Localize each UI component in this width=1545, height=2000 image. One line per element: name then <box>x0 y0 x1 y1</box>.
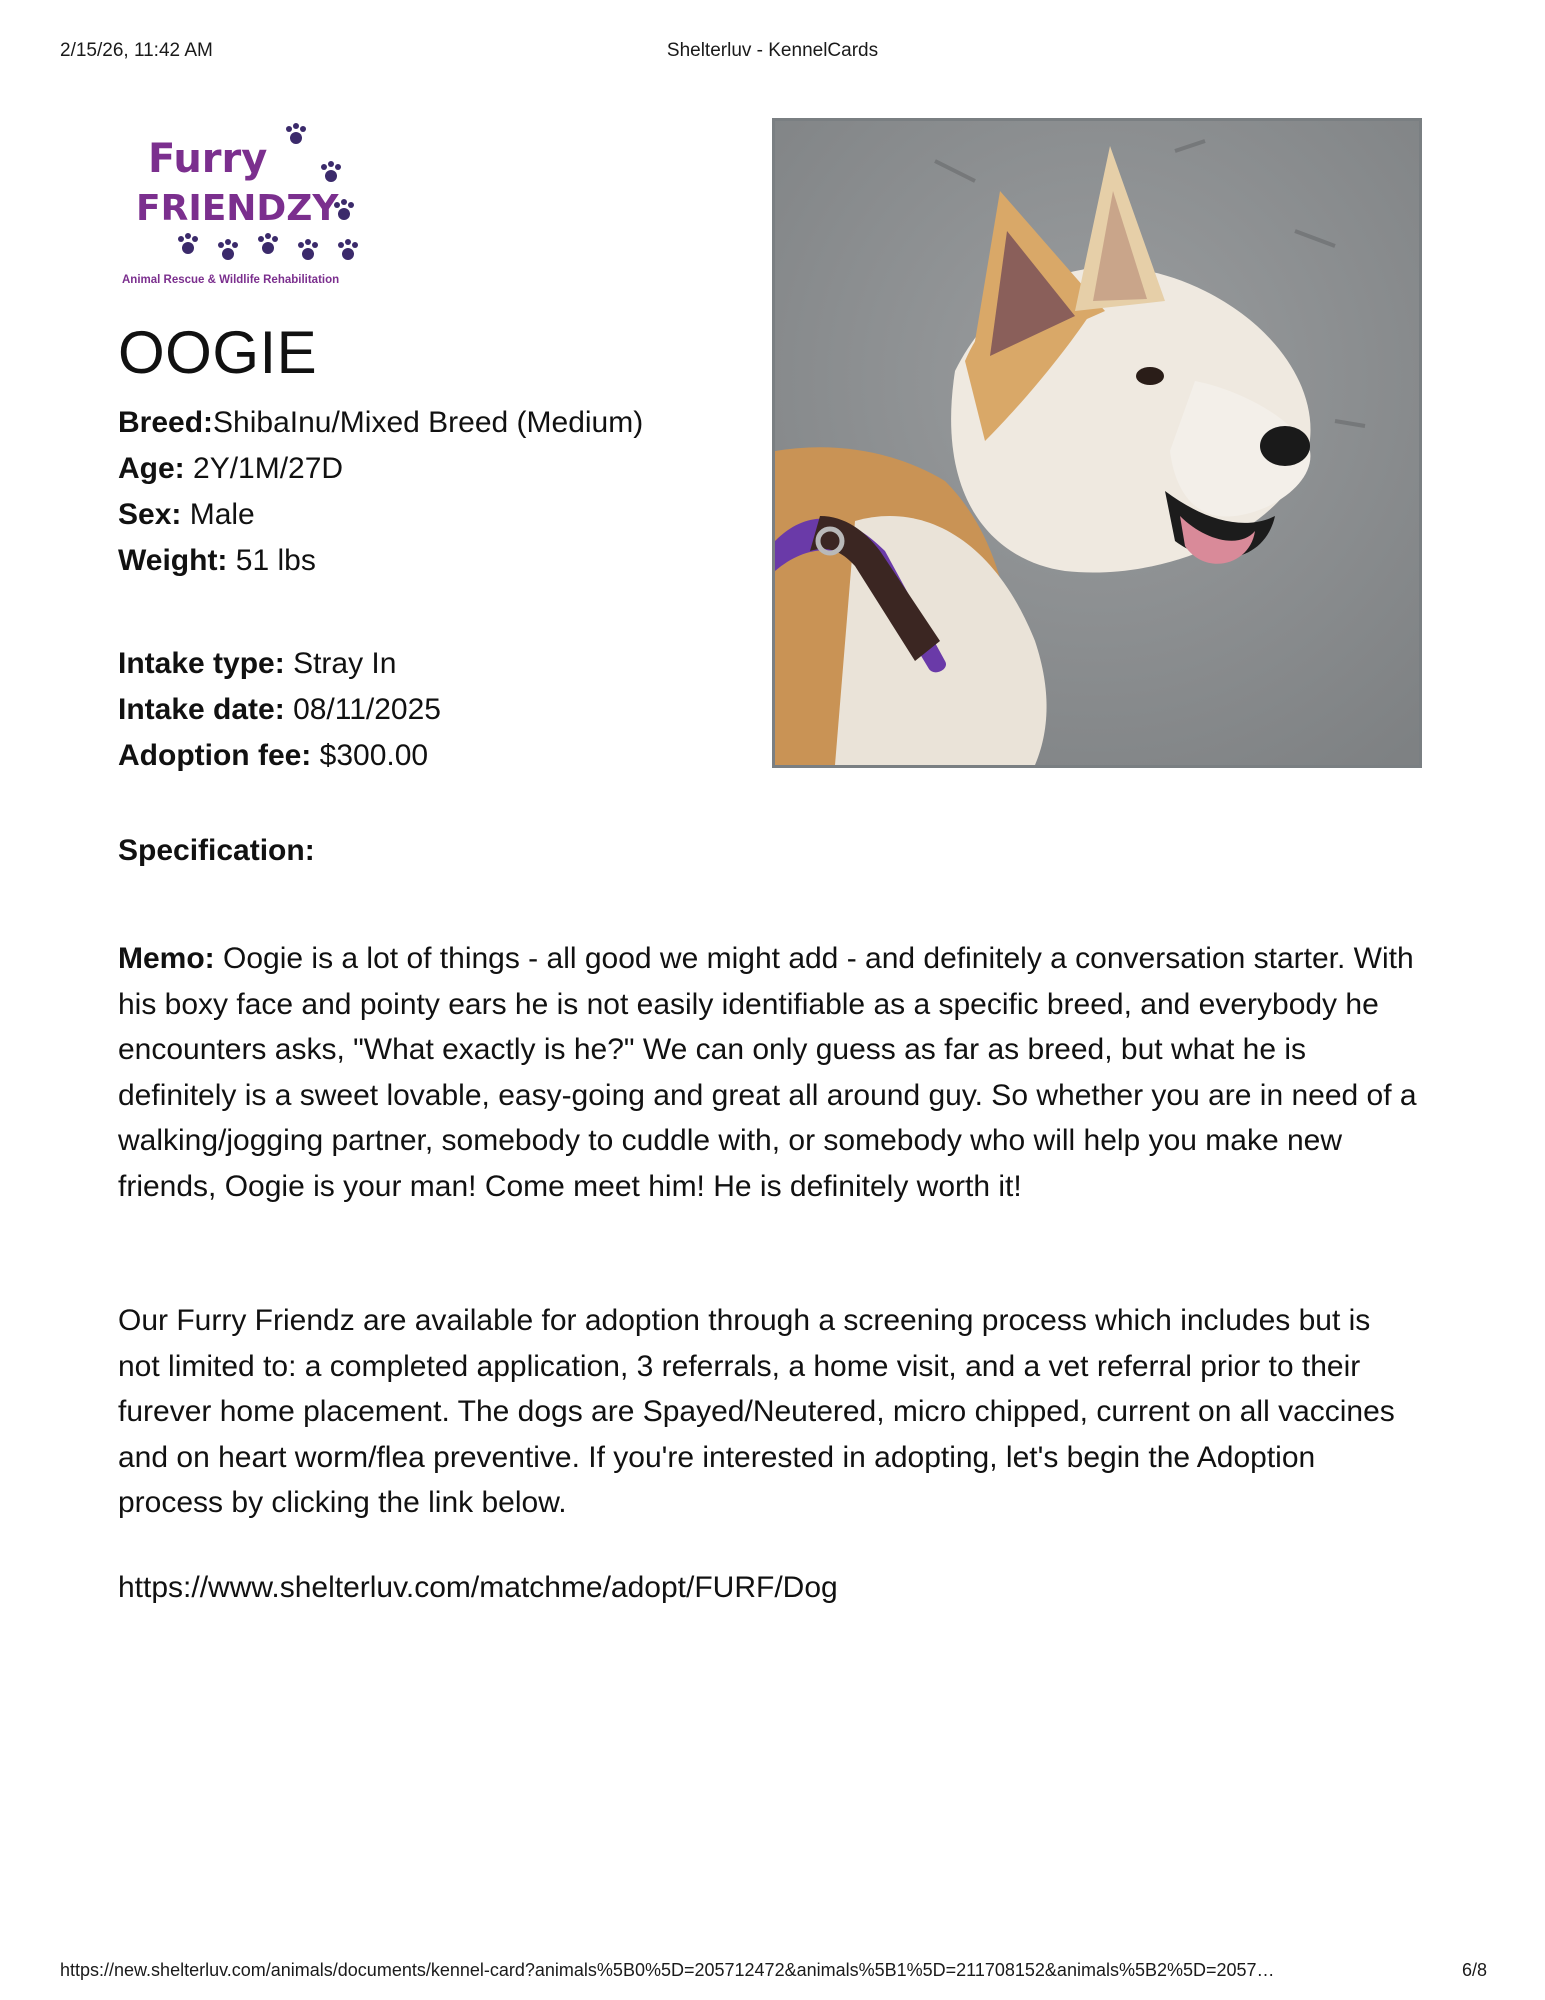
weight-row <box>118 538 643 584</box>
memo-label: Memo: <box>118 942 215 975</box>
print-title: Shelterluv - KennelCards <box>666 40 879 61</box>
logo-line2: FRIENDZY <box>136 188 339 229</box>
memo-paragraph <box>118 936 1418 1209</box>
pet-intake-info <box>118 641 441 779</box>
intake-date-label: Intake date: <box>118 693 285 726</box>
age-label: Age: <box>118 452 185 485</box>
print-date: 2/15/26, 11:42 AM <box>60 40 213 61</box>
intake-type-label: Intake type: <box>118 647 285 680</box>
intake-type-row <box>118 641 441 687</box>
sex-label: Sex: <box>118 498 182 531</box>
intake-date-row <box>118 687 441 733</box>
pet-photo <box>772 118 1422 768</box>
adoption-fee-value: $300.00 <box>319 739 429 772</box>
sex-value: Male <box>189 498 255 531</box>
adoption-fee-row <box>118 733 441 779</box>
furry-friendzy-logo <box>118 120 368 290</box>
sex-row <box>118 492 643 538</box>
memo-text: Oogie is a lot of things - all good we might add - and definitely a conversation starter. With his boxy face and pointy ears he is not easily identifiable as a specific breed, and everybody he encounters asks, "What exactly is he?" We can only guess as far as breed, but what he is definitely is a sweet lovable, easy-going and great all around guy. So whether you are in need of a walking/jogging partner, somebody to cuddle with, or somebody who will help you make new friends, Oogie is your man! Come meet him! He is definitely worth it! <box>118 942 1417 1203</box>
intake-type-value: Stray In <box>293 647 397 680</box>
adoption-fee-label: Adoption fee: <box>118 739 312 772</box>
adoption-policy-paragraph: Our Furry Friendz are available for adoption through a screening process which includes but is not limited to: a completed application, 3 referrals, a home visit, and a vet referral prior to their furever home placement. The dogs are Spayed/Neutered, micro chipped, current on all vaccines and on heart worm/flea preventive. If you're interested in adopting, let's begin the Adoption process by clicking the link below. <box>118 1304 1395 1519</box>
pet-name: OOGIE <box>118 319 318 386</box>
breed-label: Breed: <box>118 406 214 439</box>
breed-row <box>118 400 643 446</box>
intake-date-value: 08/11/2025 <box>293 693 441 726</box>
age-row <box>118 446 643 492</box>
specification-label: Specification: <box>118 834 315 867</box>
pet-basic-info <box>118 400 643 584</box>
logo-tagline: Animal Rescue & Wildlife Rehabilitation <box>122 274 340 286</box>
page-number: 6/8 <box>1462 1960 1488 1980</box>
weight-value: 51 lbs <box>235 544 316 577</box>
adoption-link[interactable]: https://www.shelterluv.com/matchme/adopt/FURF/Dog <box>118 1571 838 1604</box>
breed-value: ShibaInu/Mixed Breed (Medium) <box>213 406 644 439</box>
print-footer-url: https://new.shelterluv.com/animals/documents/kennel-card?animals%5B0%5D=205712472&animals%5B1%5D=211708152&animals%5B2%5D=2057… <box>60 1960 1275 1980</box>
weight-label: Weight: <box>118 544 228 577</box>
age-value: 2Y/1M/27D <box>193 452 344 485</box>
logo-line1: Furry <box>148 136 268 182</box>
